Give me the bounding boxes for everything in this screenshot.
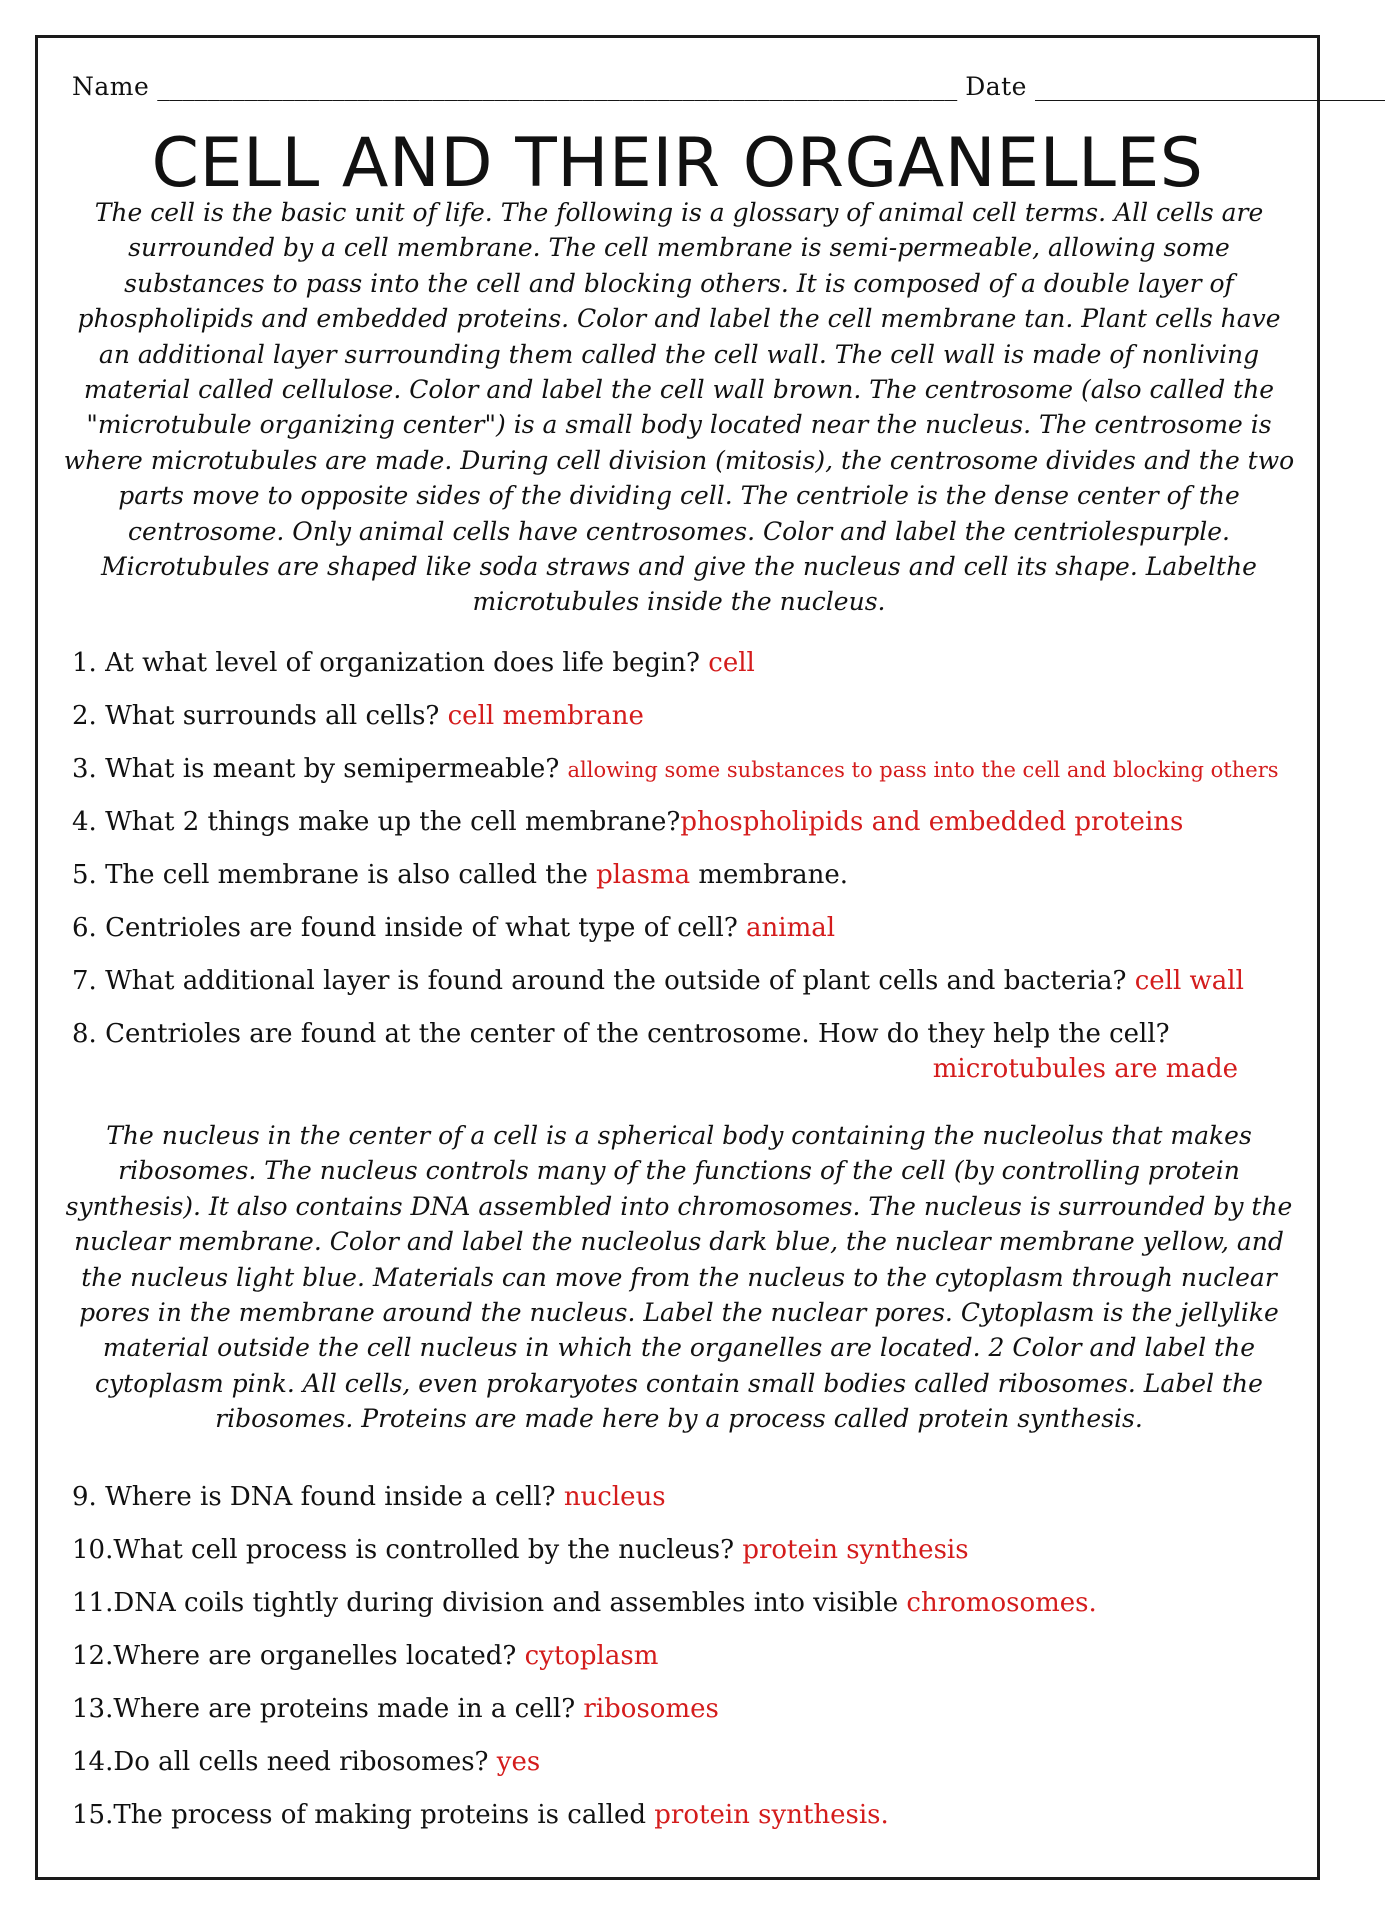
question-text: 9. Where is DNA found inside a cell? xyxy=(72,1482,564,1512)
question-text: 10.What cell process is controlled by the nucleus? xyxy=(72,1535,743,1565)
question-11 xyxy=(72,1583,1302,1623)
answer-text: ribosomes xyxy=(583,1694,719,1724)
answer-text: yes xyxy=(496,1747,541,1777)
question-14 xyxy=(72,1742,1302,1782)
question-text: 11.DNA coils tightly during division and assembles into visible xyxy=(72,1588,907,1618)
answer-text: animal xyxy=(746,913,836,943)
answer-text: cytoplasm xyxy=(524,1641,659,1671)
question-text: 4. What 2 things make up the cell membrane? xyxy=(72,807,681,837)
question-10 xyxy=(72,1530,1302,1570)
question-8 xyxy=(72,1014,1302,1054)
question-2 xyxy=(72,696,1302,736)
date-blank: ____________________________ xyxy=(1034,72,1385,101)
answer-8: microtubules are made xyxy=(932,1054,1238,1084)
nucleus-passage: The nucleus in the center of a cell is a spherical body containing the nucleolus that makes ribosomes. The nucleus controls many of the functions of the cell (by controlling protein synthesis). It also contains DNA assembled into chromosomes. The nucleus is surrounded by the nuclear membrane. Color and label the nucleolus dark blue, the nuclear membrane yellow, and the nucleus light blue. Materials can move from the nucleus to the cytoplasm through nuclear pores in the membrane around the nucleus. Label the nuclear pores. Cytoplasm is the jellylike material outside the cell nucleus in which the organelles are located. 2 Color and label the cytoplasm pink. All cells, even prokaryotes contain small bodies called ribosomes. Label the ribosomes. Proteins are made here by a process called protein synthesis. xyxy=(65,1121,1293,1434)
answer-text: cell membrane xyxy=(447,701,644,731)
question-text: 12.Where are organelles located? xyxy=(72,1641,525,1671)
question-12 xyxy=(72,1636,1302,1676)
question-6 xyxy=(72,908,1302,948)
header-line xyxy=(72,67,1385,107)
question-3 xyxy=(72,749,1302,790)
question-5 xyxy=(72,855,1302,895)
answer-text: plasma xyxy=(596,860,691,890)
answer-text: cell xyxy=(708,648,755,678)
answer-text: chromosomes. xyxy=(906,1588,1097,1618)
question-7 xyxy=(72,961,1302,1001)
question-15 xyxy=(72,1795,1302,1835)
page-title: CELL AND THEIR ORGANELLES xyxy=(151,124,1204,203)
question-4 xyxy=(72,802,1302,842)
answer-text: protein synthesis xyxy=(742,1535,969,1565)
answer-text: nucleus xyxy=(563,1482,666,1512)
answer-text: allowing some substances to pass into the cell and blocking others xyxy=(567,758,1279,782)
intro-passage: The cell is the basic unit of life. The following is a glossary of animal cell terms. All cells are surrounded by a cell membrane. The cell membrane is semi-permeable, allowing some substances to pass into the cell and blocking others. It is composed of a double layer of phospholipids and embedded proteins. Color and label the cell membrane tan. Plant cells have an additional layer surrounding them called the cell wall. The cell wall is made of nonliving material called cellulose. Color and label the cell wall brown. The centrosome (also called the "microtubule organizing center") is a small body located near the nucleus. The centrosome is where microtubules are made. During cell division (mitosis), the centrosome divides and the two parts move to opposite sides of the dividing cell. The centriole is the dense center of the centrosome. Only animal cells have centrosomes. Color and label the centriolespurple. Microtubules are shaped like soda straws and give the nucleus and cell its shape. Labelthe microtubules inside the nucleus. xyxy=(63,198,1295,617)
answer-text: cell wall xyxy=(1134,966,1244,996)
answer-text: phospholipids and embedded proteins xyxy=(680,807,1184,837)
question-text: 6. Centrioles are found inside of what type of cell? xyxy=(72,913,747,943)
question-text: 7. What additional layer is found around the outside of plant cells and bacteria? xyxy=(72,966,1135,996)
question-text: 15.The process of making proteins is called xyxy=(72,1800,655,1830)
worksheet-page xyxy=(35,35,1385,1880)
name-label: Name xyxy=(72,72,150,101)
question-text: 13.Where are proteins made in a cell? xyxy=(72,1694,584,1724)
answer-text: protein synthesis. xyxy=(654,1800,889,1830)
question-1 xyxy=(72,643,1302,683)
question-13 xyxy=(72,1689,1302,1729)
question-text: 1. At what level of organization does life begin? xyxy=(72,648,709,678)
name-blank: ________________________________________________________________ xyxy=(157,72,958,101)
question-text: 5. The cell membrane is also called the xyxy=(72,860,597,890)
date-label: Date xyxy=(965,72,1027,101)
question-text: 2. What surrounds all cells? xyxy=(72,701,448,731)
question-text-after: membrane. xyxy=(690,860,849,890)
question-text: 3. What is meant by semipermeable? xyxy=(72,754,568,784)
question-text: 14.Do all cells need ribosomes? xyxy=(72,1747,497,1777)
question-9 xyxy=(72,1477,1302,1517)
question-text: 8. Centrioles are found at the center of the centrosome. How do they help the cell? xyxy=(72,1019,1170,1049)
